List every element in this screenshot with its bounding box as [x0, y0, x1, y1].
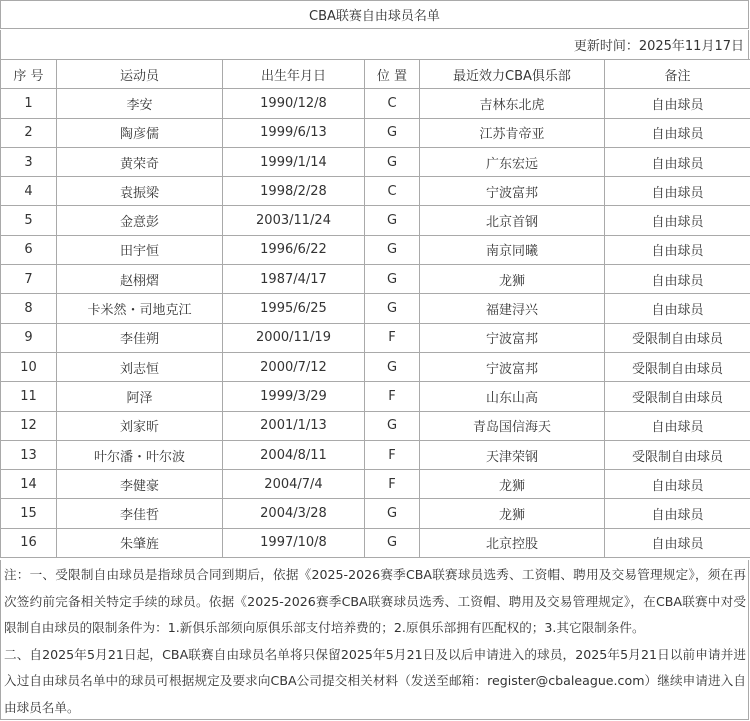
cell-last-club: 山东山高 [420, 382, 605, 411]
cell-position: G [365, 147, 420, 176]
cell-index: 12 [1, 411, 57, 440]
cell-player-name: 叶尔潘・叶尔波 [57, 440, 223, 469]
cell-position: C [365, 89, 420, 118]
cell-last-club: 青岛国信海天 [420, 411, 605, 440]
cell-index: 16 [1, 528, 57, 557]
cell-last-club: 南京同曦 [420, 235, 605, 264]
cell-last-club: 龙狮 [420, 265, 605, 294]
cell-position: C [365, 177, 420, 206]
cell-position: G [365, 352, 420, 381]
cell-remark: 自由球员 [605, 206, 750, 235]
cell-remark: 自由球员 [605, 177, 750, 206]
table-row [1, 89, 750, 118]
cell-birthdate: 1995/6/25 [223, 294, 365, 323]
cell-position: G [365, 499, 420, 528]
cell-birthdate: 1999/1/14 [223, 147, 365, 176]
cell-remark: 自由球员 [605, 118, 750, 147]
cell-last-club: 龙狮 [420, 499, 605, 528]
cell-index: 7 [1, 265, 57, 294]
cell-last-club: 吉林东北虎 [420, 89, 605, 118]
cell-remark: 自由球员 [605, 89, 750, 118]
cell-index: 2 [1, 118, 57, 147]
header-row [1, 60, 750, 89]
cell-last-club: 江苏肯帝亚 [420, 118, 605, 147]
table-row [1, 411, 750, 440]
cell-last-club: 宁波富邦 [420, 352, 605, 381]
cell-position: G [365, 265, 420, 294]
table-row [1, 294, 750, 323]
cell-position: G [365, 235, 420, 264]
cell-position: G [365, 411, 420, 440]
cell-birthdate: 2003/11/24 [223, 206, 365, 235]
header-birthdate: 出生年月日 [223, 60, 365, 89]
cell-index: 9 [1, 323, 57, 352]
cell-index: 3 [1, 147, 57, 176]
cell-player-name: 黄荣奇 [57, 147, 223, 176]
cell-remark: 受限制自由球员 [605, 352, 750, 381]
table-row [1, 528, 750, 557]
sheet-title: CBA联赛自由球员名单 [0, 0, 749, 29]
table-row [1, 147, 750, 176]
note-list-rule: 二、自2025年5月21日起，CBA联赛自由球员名单将只保留2025年5月21日及以后申请进入的球员，2025年5月21日以前申请并进入过自由球员名单中的球员可根据规定及要求向CBA公司提交相关材料（发送至邮箱：register@cbaleague.com）继续申请进入自由球员名单。 [4, 642, 746, 721]
cell-index: 4 [1, 177, 57, 206]
cell-remark: 自由球员 [605, 528, 750, 557]
cell-birthdate: 1999/3/29 [223, 382, 365, 411]
header-last-club: 最近效力CBA俱乐部 [420, 60, 605, 89]
cell-position: F [365, 470, 420, 499]
cell-remark: 受限制自由球员 [605, 440, 750, 469]
header-remark: 备注 [605, 60, 750, 89]
cell-player-name: 陶彦儒 [57, 118, 223, 147]
cell-index: 15 [1, 499, 57, 528]
table-row [1, 235, 750, 264]
cell-player-name: 李佳朔 [57, 323, 223, 352]
table-row [1, 177, 750, 206]
cell-index: 10 [1, 352, 57, 381]
cell-remark: 自由球员 [605, 470, 750, 499]
table-row [1, 265, 750, 294]
table-row [1, 352, 750, 381]
table-row [1, 440, 750, 469]
cell-last-club: 天津荣钢 [420, 440, 605, 469]
table-row [1, 323, 750, 352]
cell-index: 13 [1, 440, 57, 469]
cell-birthdate: 2004/8/11 [223, 440, 365, 469]
cell-remark: 受限制自由球员 [605, 323, 750, 352]
cell-birthdate: 2004/7/4 [223, 470, 365, 499]
cell-index: 5 [1, 206, 57, 235]
cell-birthdate: 2000/11/19 [223, 323, 365, 352]
cell-index: 1 [1, 89, 57, 118]
cell-player-name: 田宇恒 [57, 235, 223, 264]
cell-position: G [365, 294, 420, 323]
cell-remark: 自由球员 [605, 265, 750, 294]
table-row [1, 470, 750, 499]
cell-position: G [365, 206, 420, 235]
cell-player-name: 阿泽 [57, 382, 223, 411]
cell-player-name: 卡米然・司地克江 [57, 294, 223, 323]
note-restricted-definition: 注：一、受限制自由球员是指球员合同到期后，依据《2025-2026赛季CBA联赛球员选秀、工资帽、聘用及交易管理规定》，须在再次签约前完备相关特定手续的球员。依据《2025-2026赛季CBA联赛球员选秀、工资帽、聘用及交易管理规定》，在CBA联赛中对受限制自由球员的限制条件为：1.新俱乐部须向原俱乐部支付培养费的；2.原俱乐部拥有匹配权的；3.其它限制条件。 [4, 562, 746, 642]
cell-player-name: 朱肇旌 [57, 528, 223, 557]
cell-position: F [365, 382, 420, 411]
cell-player-name: 刘志恒 [57, 352, 223, 381]
table-row [1, 499, 750, 528]
cell-last-club: 龙狮 [420, 470, 605, 499]
cell-player-name: 袁振梁 [57, 177, 223, 206]
cell-last-club: 广东宏远 [420, 147, 605, 176]
cell-remark: 自由球员 [605, 499, 750, 528]
cell-index: 14 [1, 470, 57, 499]
cell-birthdate: 1998/2/28 [223, 177, 365, 206]
cell-player-name: 李佳哲 [57, 499, 223, 528]
cell-last-club: 北京控股 [420, 528, 605, 557]
cell-birthdate: 1990/12/8 [223, 89, 365, 118]
cell-remark: 自由球员 [605, 294, 750, 323]
header-position: 位 置 [365, 60, 420, 89]
header-player: 运动员 [57, 60, 223, 89]
cell-player-name: 赵栩熠 [57, 265, 223, 294]
cell-position: G [365, 118, 420, 147]
cell-last-club: 宁波富邦 [420, 323, 605, 352]
cell-player-name: 李安 [57, 89, 223, 118]
cell-last-club: 福建浔兴 [420, 294, 605, 323]
table-row [1, 382, 750, 411]
cell-last-club: 宁波富邦 [420, 177, 605, 206]
cell-remark: 自由球员 [605, 411, 750, 440]
cell-index: 11 [1, 382, 57, 411]
cell-player-name: 李健豪 [57, 470, 223, 499]
player-table [0, 59, 750, 558]
cell-position: F [365, 323, 420, 352]
cell-last-club: 北京首钢 [420, 206, 605, 235]
cell-remark: 自由球员 [605, 147, 750, 176]
cell-birthdate: 1999/6/13 [223, 118, 365, 147]
cell-birthdate: 2004/3/28 [223, 499, 365, 528]
cell-remark: 自由球员 [605, 235, 750, 264]
update-time: 更新时间：2025年11月17日 [0, 30, 749, 59]
cell-birthdate: 1987/4/17 [223, 265, 365, 294]
cell-birthdate: 2001/1/13 [223, 411, 365, 440]
player-rows [1, 89, 750, 558]
cell-birthdate: 1997/10/8 [223, 528, 365, 557]
cell-index: 6 [1, 235, 57, 264]
cell-player-name: 刘家昕 [57, 411, 223, 440]
cell-index: 8 [1, 294, 57, 323]
cell-birthdate: 2000/7/12 [223, 352, 365, 381]
cell-position: F [365, 440, 420, 469]
cell-position: G [365, 528, 420, 557]
header-index: 序 号 [1, 60, 57, 89]
cell-birthdate: 1996/6/22 [223, 235, 365, 264]
cell-player-name: 金意彭 [57, 206, 223, 235]
table-row [1, 118, 750, 147]
cell-remark: 受限制自由球员 [605, 382, 750, 411]
table-row [1, 206, 750, 235]
notes-section [0, 560, 749, 720]
